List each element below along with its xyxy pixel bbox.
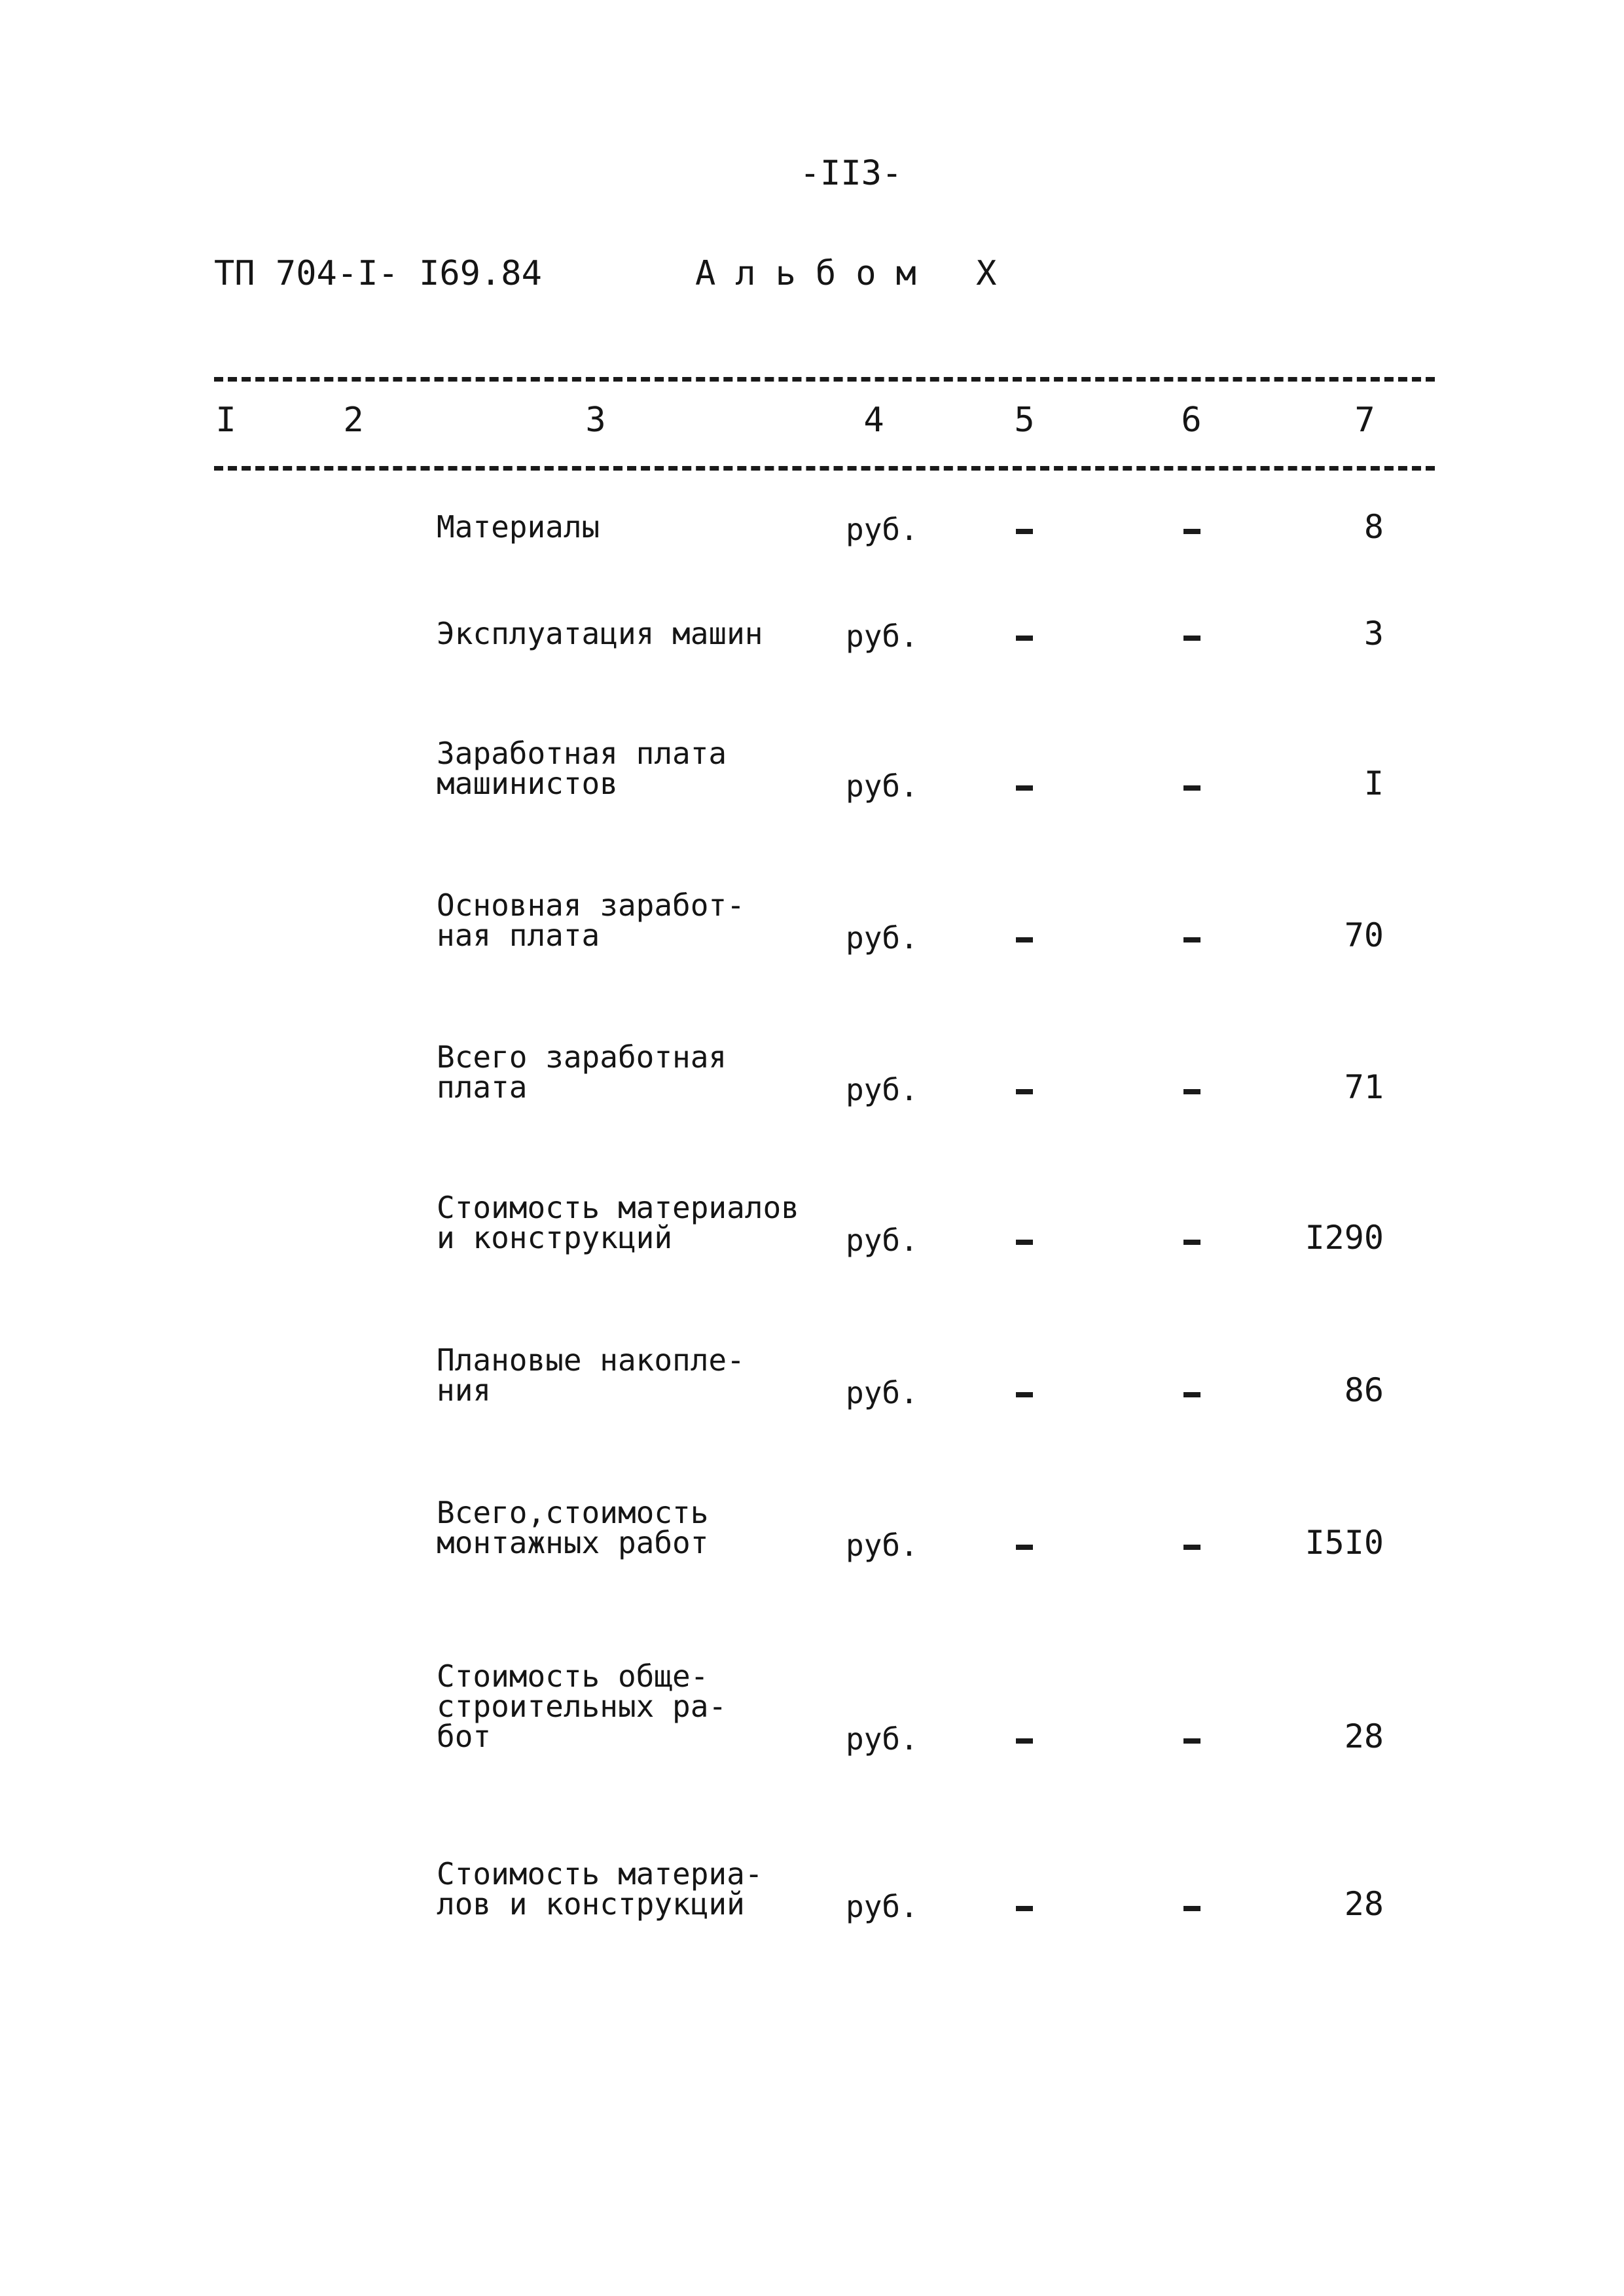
row-unit: руб. bbox=[846, 512, 918, 547]
column-number-5: 5 bbox=[1014, 401, 1035, 440]
row-value: I5I0 bbox=[1305, 1524, 1384, 1562]
row-description: Эксплуатация машин bbox=[437, 616, 763, 651]
row-value: 28 bbox=[1344, 1717, 1384, 1755]
row-unit: руб. bbox=[846, 619, 918, 654]
album-title: Альбом X bbox=[695, 254, 1017, 293]
row-column5-dash bbox=[1016, 1545, 1033, 1550]
column-number-3: 3 bbox=[585, 401, 606, 440]
row-column6-dash bbox=[1183, 529, 1200, 534]
table-header-top-rule bbox=[214, 377, 1435, 382]
column-number-6: 6 bbox=[1181, 401, 1202, 440]
row-column6-dash bbox=[1183, 1906, 1200, 1911]
row-description: Стоимость материа- лов и конструкций bbox=[437, 1856, 763, 1922]
row-description: Материалы bbox=[437, 509, 600, 545]
row-column6-dash bbox=[1183, 1089, 1200, 1094]
row-description: Всего,стоимость монтажных работ bbox=[437, 1495, 709, 1560]
row-unit: руб. bbox=[846, 768, 918, 804]
row-column6-dash bbox=[1183, 937, 1200, 942]
row-unit: руб. bbox=[846, 1072, 918, 1107]
row-column5-dash bbox=[1016, 529, 1033, 534]
row-description: Заработная плата машинистов bbox=[437, 736, 727, 801]
document-code: ТП 704-I- I69.84 bbox=[214, 254, 542, 293]
row-value: 28 bbox=[1344, 1885, 1384, 1923]
row-column6-dash bbox=[1183, 636, 1200, 641]
row-description: Плановые накопле- ния bbox=[437, 1342, 745, 1408]
row-description: Стоимость обще- строительных ра- бот bbox=[437, 1659, 727, 1754]
row-column6-dash bbox=[1183, 1392, 1200, 1397]
row-column6-dash bbox=[1183, 1240, 1200, 1245]
row-unit: руб. bbox=[846, 1889, 918, 1924]
row-column5-dash bbox=[1016, 1089, 1033, 1094]
row-unit: руб. bbox=[846, 1375, 918, 1410]
row-column5-dash bbox=[1016, 1738, 1033, 1744]
page-number: -II3- bbox=[799, 154, 903, 193]
row-column5-dash bbox=[1016, 1392, 1033, 1397]
column-number-1: I bbox=[215, 401, 236, 440]
column-number-2: 2 bbox=[343, 401, 364, 440]
row-value: 70 bbox=[1344, 916, 1384, 954]
column-number-7: 7 bbox=[1354, 401, 1375, 440]
row-column5-dash bbox=[1016, 785, 1033, 791]
row-value: 86 bbox=[1344, 1371, 1384, 1409]
row-unit: руб. bbox=[846, 1223, 918, 1258]
row-column5-dash bbox=[1016, 636, 1033, 641]
row-value: I bbox=[1363, 764, 1384, 802]
row-column6-dash bbox=[1183, 1738, 1200, 1744]
row-value: 3 bbox=[1363, 615, 1384, 653]
row-column6-dash bbox=[1183, 785, 1200, 791]
row-description: Всего заработная плата bbox=[437, 1039, 727, 1105]
row-unit: руб. bbox=[846, 1721, 918, 1757]
row-description: Стоимость материалов и конструкций bbox=[437, 1190, 799, 1255]
row-value: I290 bbox=[1305, 1219, 1384, 1257]
row-column5-dash bbox=[1016, 937, 1033, 942]
column-number-4: 4 bbox=[863, 401, 884, 440]
row-value: 8 bbox=[1363, 508, 1384, 546]
row-column6-dash bbox=[1183, 1545, 1200, 1550]
row-unit: руб. bbox=[846, 1528, 918, 1563]
row-column5-dash bbox=[1016, 1906, 1033, 1911]
row-value: 71 bbox=[1344, 1068, 1384, 1106]
row-description: Основная заработ- ная плата bbox=[437, 888, 745, 953]
row-column5-dash bbox=[1016, 1240, 1033, 1245]
row-unit: руб. bbox=[846, 920, 918, 956]
table-header-bottom-rule bbox=[214, 466, 1435, 471]
